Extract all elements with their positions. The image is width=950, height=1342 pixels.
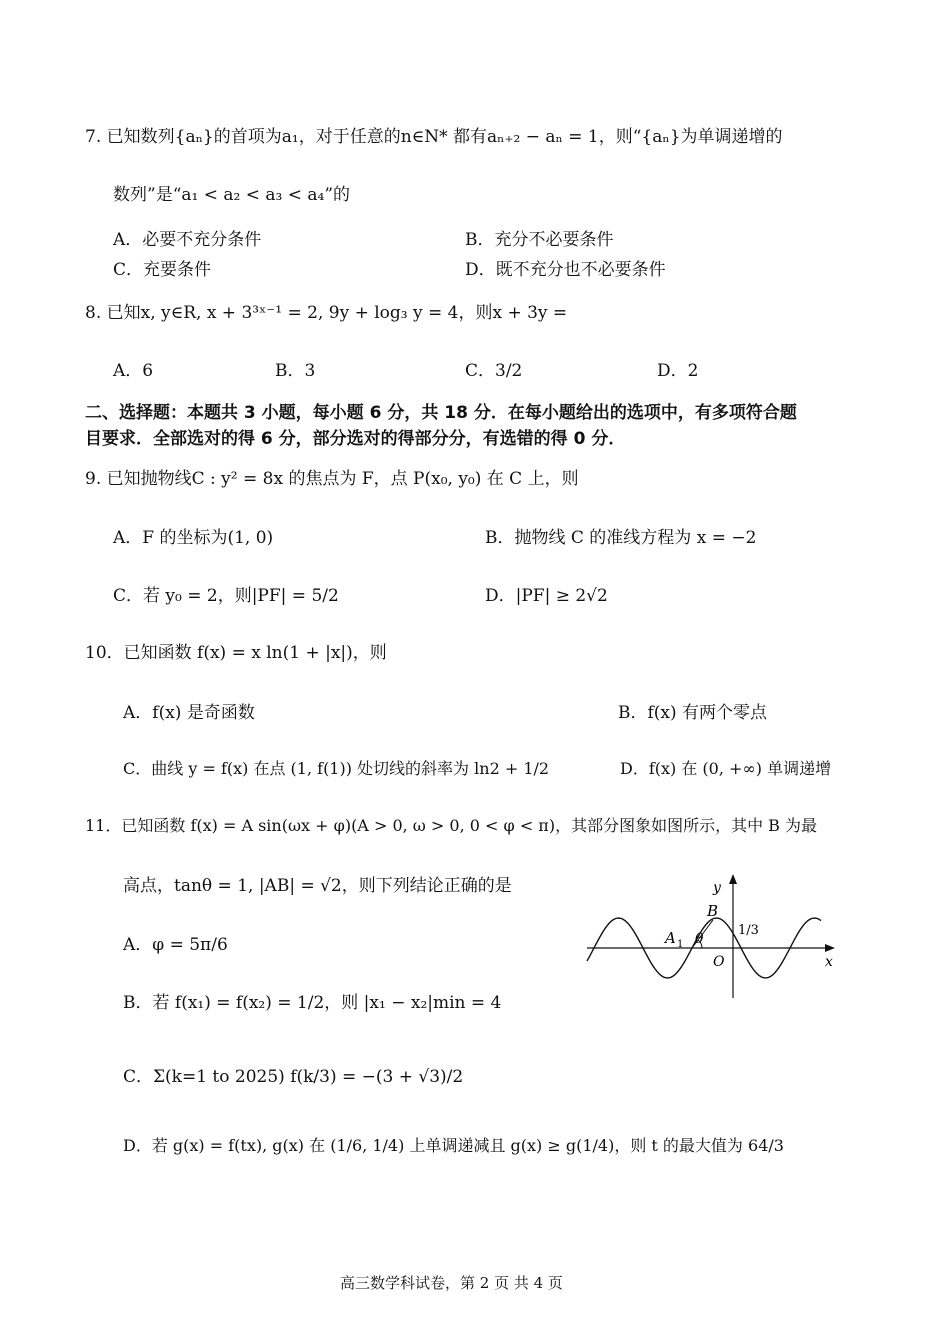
q11-option-a: A．φ = 5π/6 — [123, 935, 228, 955]
q11-option-c: C．Σ(k=1 to 2025) f(k/3) = −(3 + √3)/2 — [123, 1067, 464, 1087]
section2-header-line2: 目要求．全部选对的得 6 分，部分选对的得部分分，有选错的得 0 分． — [85, 429, 626, 449]
q11-option-d: D．若 g(x) = f(tx), g(x) 在 (1/6, 1/4) 上单调递减且 g(x) ≥ g(1/4)，则 t 的最大值为 64/3 — [123, 1136, 784, 1155]
q8-option-a: A．6 — [113, 361, 154, 381]
q11-stem-line1: 11．已知函数 f(x) = A sin(ωx + φ)(A > 0, ω > 0, 0 < φ < π)，其部分图象如图所示，其中 B 为最 — [85, 816, 817, 835]
q9-option-b: B．抛物线 C 的准线方程为 x = −2 — [485, 528, 757, 548]
svg-text:1: 1 — [677, 939, 684, 950]
graph-label-x: x — [825, 954, 833, 970]
q10-option-b: B．f(x) 有两个零点 — [618, 703, 768, 723]
q10-option-d: D．f(x) 在 (0, +∞) 单调递增 — [620, 759, 832, 778]
page-footer: 高三数学科试卷，第 2 页 共 4 页 — [340, 1274, 563, 1292]
q8-option-c: C．3/2 — [465, 361, 523, 381]
q11-sine-graph — [585, 870, 840, 1000]
graph-label-a: A — [665, 929, 676, 947]
q9-option-a: A．F 的坐标为(1, 0) — [113, 528, 274, 548]
q7-option-c: C．充要条件 — [113, 260, 212, 280]
q9-option-c: C．若 y₀ = 2，则|PF| = 5/2 — [113, 586, 339, 606]
q8-stem: 8. 已知x, y∈R, x + 3³ˣ⁻¹ = 2, 9y + log₃ y = 4，则x + 3y = — [85, 303, 568, 323]
q7-option-d: D．既不充分也不必要条件 — [465, 260, 666, 280]
q7-stem-line2: 数列”是“a₁ < a₂ < a₃ < a₄”的 — [113, 185, 351, 205]
graph-label-origin: O — [713, 954, 725, 970]
x-axis-arrow-icon — [825, 944, 835, 952]
q11-option-b: B．若 f(x₁) = f(x₂) = 1/2，则 |x₁ − x₂|min = 4 — [123, 993, 502, 1013]
q7-stem-line1: 7. 已知数列{aₙ}的首项为a₁，对于任意的n∈N* 都有aₙ₊₂ − aₙ = 1，则“{aₙ}为单调递增的 — [85, 127, 783, 147]
q10-stem: 10．已知函数 f(x) = x ln(1 + |x|)，则 — [85, 643, 387, 663]
q9-stem: 9. 已知抛物线C : y² = 8x 的焦点为 F，点 P(x₀, y₀) 在 C 上，则 — [85, 469, 579, 489]
q10-option-a: A．f(x) 是奇函数 — [123, 703, 255, 723]
q8-option-b: B．3 — [275, 361, 316, 381]
q9-option-d: D．|PF| ≥ 2√2 — [485, 586, 608, 606]
graph-label-one-third: 1/3 — [738, 923, 759, 938]
graph-label-theta: θ — [695, 931, 704, 947]
y-axis-arrow-icon — [729, 874, 737, 884]
graph-label-b: B — [707, 902, 719, 920]
graph-label-y: y — [713, 880, 721, 896]
q8-option-d: D．2 — [657, 361, 699, 381]
q11-stem-line2: 高点，tanθ = 1, |AB| = √2，则下列结论正确的是 — [123, 876, 512, 896]
q10-option-c: C．曲线 y = f(x) 在点 (1, f(1)) 处切线的斜率为 ln2 + 1/2 — [123, 759, 550, 778]
section2-header-line1: 二、选择题：本题共 3 小题，每小题 6 分，共 18 分．在每小题给出的选项中，有多项符合题 — [85, 403, 797, 423]
q7-option-a: A．必要不充分条件 — [113, 230, 262, 250]
q7-option-b: B．充分不必要条件 — [465, 230, 614, 250]
